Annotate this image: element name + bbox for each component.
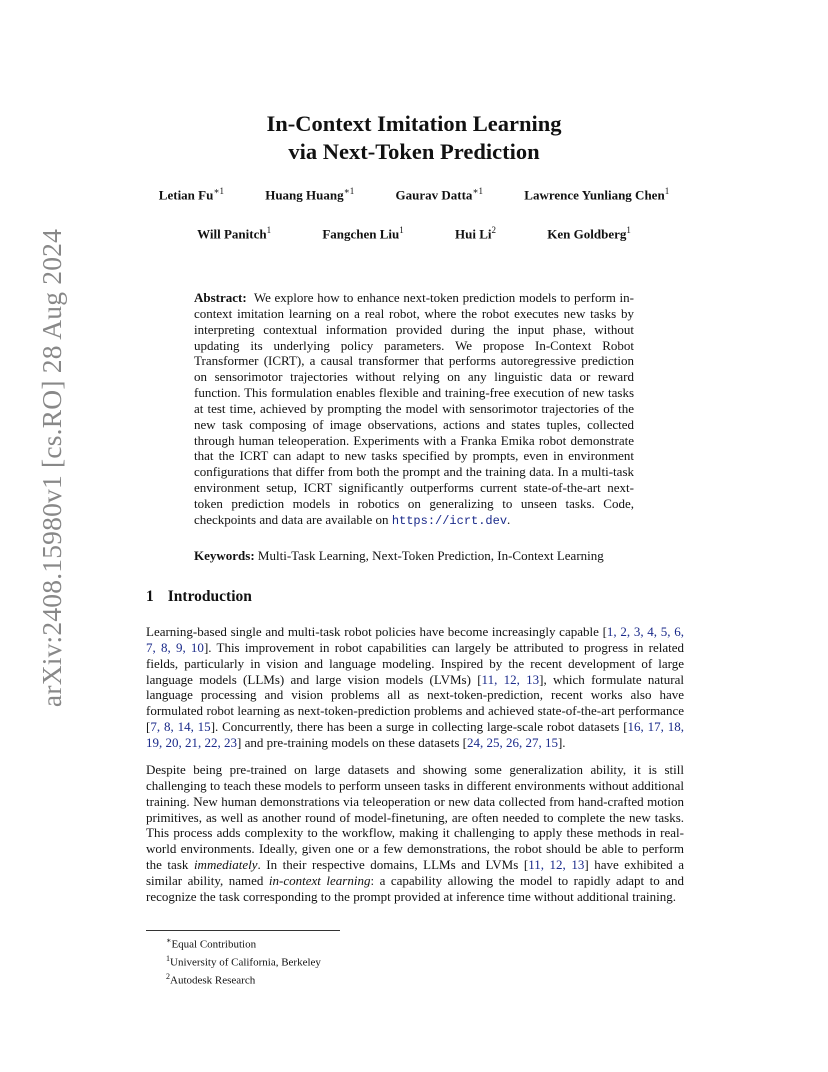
citation-link[interactable]: 11, 12, 13 (481, 671, 540, 687)
footnote: ∗Equal Contribution (166, 936, 257, 951)
title-line-2: via Next-Token Prediction (288, 139, 540, 164)
abstract: Abstract: We explore how to enhance next-token prediction models to perform in-context imitation learning on a real robot, where the robot executes new tasks by interpreting contextual information provided during the input phase, without updating its underlying policy parameters. We propose In-Context Robot Transformer (ICRT), a causal transformer that performs autoregressive prediction on sensorimotor trajectories without relying on any linguistic data or reward function. This formulation enables flexible and training-free execution of new tasks at test time, achieved by prompting the model with sensorimotor trajectories of the new task composing of image observations, actions and states tuples, collected through human teleoperation. Experiments with a Franka Emika robot demonstrate that the ICRT can adapt to new tasks specified by prompts, even in environment configurations that differ from both the prompt and the training data. In a multi-task environment setup, ICRT significantly outperforms current state-of-the-art next-token prediction models in robotics on generalizing to unseen tasks. Code, checkpoints and data are available on https://icrt.dev. (194, 290, 635, 528)
author-row-2 (0, 225, 828, 242)
footnote: $^2$Autodesk Research (166, 972, 256, 987)
citation-link[interactable]: 16, 17, 18, 19, 20, 21, 22, 23 (146, 719, 685, 750)
section-heading (146, 588, 252, 606)
citation-link[interactable]: 11, 12, 13 (528, 857, 585, 873)
author: Lawrence Yunliang Chen$^1$ (524, 186, 670, 203)
author: Letian $Fu^{∗1}$ (158, 186, 224, 203)
author: Ken Goldberg$^1$ (547, 225, 631, 242)
author: Gaurav Datta$^{∗1}$ (395, 186, 484, 203)
author-row-1 (0, 186, 828, 203)
keywords (194, 548, 634, 564)
title-line-1: In-Context Imitation Learning (266, 111, 562, 136)
footnote: $^1$University of California, Berkeley (166, 954, 321, 969)
abstract-text: We explore how to enhance next-token prediction models to perform in-context imitation learning on a real robot, where the robot executes new tasks by interpreting contextual information provided during the input phase, without updating its underlying policy parameters. We propose In-Context Robot Transformer (ICRT), a causal transformer that performs autoregressive prediction on sensorimotor trajectories without relying on any linguistic data or reward function. This formulation enables flexible and training-free execution of new tasks at test time, achieved by prompting the model with sensorimotor trajectories of the new task composing of image observations, actions and states tuples, collected through human teleoperation. Experiments with a Franka Emika robot demonstrate that the ICRT can adapt to new tasks specified by prompts, even in environment configurations that differ from both the prompt and the training data. In a multi-task environment setup, ICRT significantly outperforms current state-of-the-art next-token prediction models in robotics on generalizing to unseen tasks. Code, checkpoints and data are available on (194, 290, 635, 527)
citation-link[interactable]: 24, 25, 26, 27, 15 (466, 734, 558, 750)
footnotes (166, 934, 321, 988)
intro-paragraph-1: Learning-based single and multi-task robot policies have become increasingly capable [1, 2, 3, 4, 5, 6, 7, 8, 9, 10]. This improvement in robot capabilities can largely be attributed to progress in related fields, particularly in vision and language modeling. Inspired by the recent development of large language models (LLMs) and large vision models (LVMs) [11, 12, 13], which formulate natural language processing and vision problems all as next-token-prediction, recent works also have formulated robot learning as next-token-prediction problems and achieved state-of-the-art performance [7, 8, 14, 15]. Concurrently, there has been a surge in collecting large-scale robot datasets [16, 17, 18, 19, 20, 21, 22, 23] and pre-training models on these datasets [24, 25, 26, 27, 15]. (146, 624, 685, 750)
keywords-label: Keywords: (194, 548, 255, 563)
arxiv-identifier: arXiv:2408.15980v1 [cs.RO] 28 Aug 2024 (36, 228, 67, 708)
intro-paragraph-2: Despite being pre-trained on large datasets and showing some generalization ability, it is still challenging to teach these models to perform unseen tasks in different environments without additional training. New human demonstrations via teleoperation or new data collected from hand-crafted motion primitives, as well as another round of model-finetuning, are often needed to complete the new tasks. This process adds complexity to the workflow, making it challenging to apply these methods in real-world environments. Ideally, given one or a few demonstrations, the robot should be able to perform the task immediately. In their respective domains, LLMs and LVMs [11, 12, 13] have exhibited a similar ability, named in-context learning: a capability allowing the model to rapidly adapt to and recognize the task corresponding to the prompt provided at inference time without additional training. (146, 762, 685, 904)
citation-link[interactable]: 7, 8, 14, 15 (150, 719, 211, 735)
author: Hui Li$^2$ (455, 225, 497, 242)
abstract-label: Abstract: (194, 290, 247, 305)
project-link[interactable]: https://icrt.dev (391, 513, 508, 528)
section-number: 1 (146, 588, 154, 605)
author: Fangchen Liu$^1$ (322, 225, 404, 242)
author: Will Panitch$^1$ (197, 225, 272, 242)
section-title: Introduction (167, 588, 252, 605)
citation-link[interactable]: 1, 2, 3, 4, 5, 6, 7, 8, 9, 10 (146, 624, 684, 655)
author: Huang Huang$^{∗1}$ (265, 186, 355, 203)
footnote-divider (146, 930, 340, 931)
paper-title (0, 110, 828, 166)
keywords-text: Multi-Task Learning, Next-Token Prediction, In-Context Learning (257, 548, 604, 563)
